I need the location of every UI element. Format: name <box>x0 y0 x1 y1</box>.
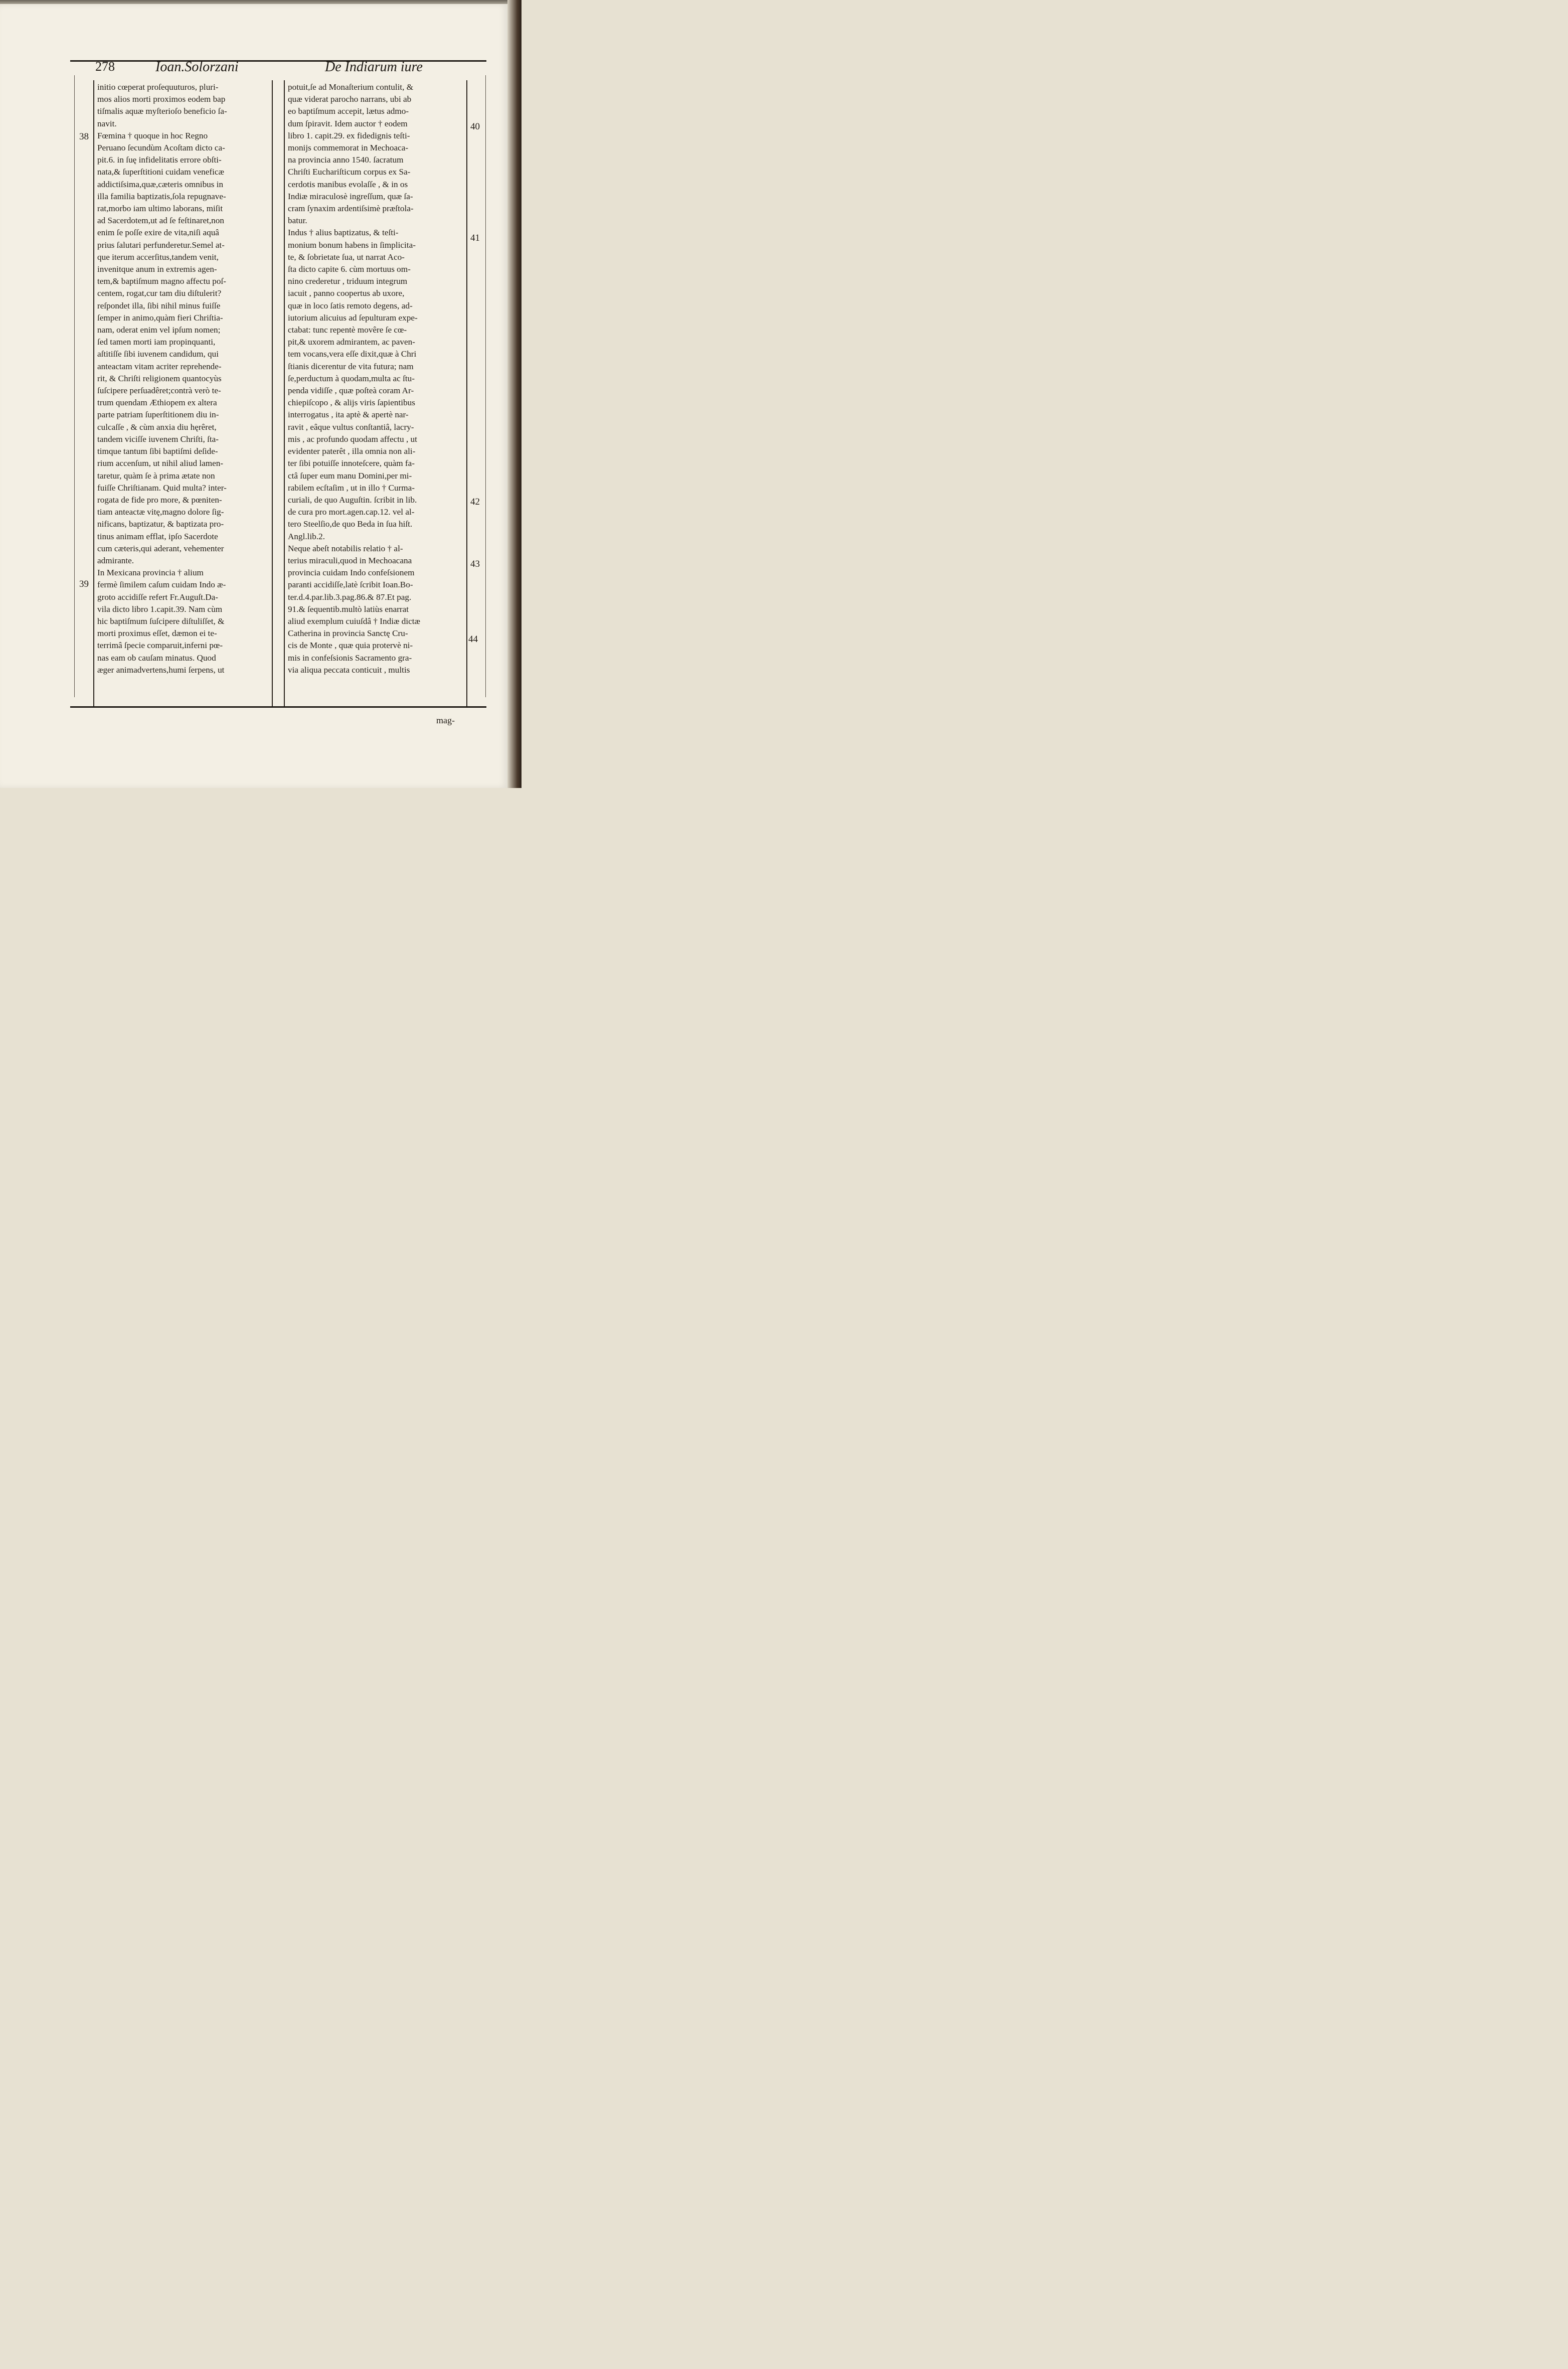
text-line: paranti accidiſſe,latè ſcribit Ioan.Bo- <box>288 580 413 590</box>
text-line: ſtianis dicerentur de vita futura; nam <box>288 361 414 371</box>
text-line: rium accenſum, ut nihil aliud lamen- <box>97 458 224 468</box>
text-line: pit.6. in ſuę infidelitatis errore obſti- <box>97 155 222 165</box>
text-line: rabilem ecſtaſim , ut in illo † Curma- <box>288 483 415 493</box>
text-line: terius miraculi,quod in Mechoacana <box>288 555 412 565</box>
text-line: terrimâ ſpecie comparuit,inferni pœ- <box>97 641 223 651</box>
text-line: rat,morbo iam ultimo laborans, miſit <box>97 204 223 214</box>
text-line: libro 1. capit.29. ex fidedignis teſti- <box>288 130 410 140</box>
text-line: tem vocans,vera eſſe dixit,quæ à Chri <box>288 349 417 359</box>
margin-number: 39 <box>79 579 89 589</box>
text-line: Peruano ſecundùm Acoſtam dicto ca- <box>97 143 225 153</box>
text-line: que iterum accerſitus,tandem venit, <box>97 252 219 262</box>
text-line: morti proximus eſſet, dæmon ei te- <box>97 628 217 639</box>
text-line: In Mexicana provincia † alium <box>97 568 204 578</box>
text-line: nificans, baptizatur, & baptizata pro- <box>97 519 224 529</box>
text-line: iacuit , panno coopertus ab uxore, <box>288 288 405 298</box>
text-line: aliud exemplum cuiuſdâ † Indiæ dictæ <box>288 616 420 626</box>
text-line: 91.& ſequentib.multò latiùs enarrat <box>288 604 409 614</box>
right-text-column <box>284 80 467 707</box>
text-line: Neque abeſt notabilis relatio † al- <box>288 543 403 553</box>
text-line: iutorium alicuius ad ſepulturam expe- <box>288 312 418 323</box>
margin-number: 43 <box>470 559 480 569</box>
outer-frame-left <box>74 75 75 697</box>
text-line: de cura pro mort.agen.cap.12. vel al- <box>288 507 415 517</box>
text-line: nino crederetur , triduum integrum <box>288 276 408 286</box>
margin-number: 40 <box>470 121 480 132</box>
text-line: fermè ſimilem caſum cuidam Indo æ- <box>97 580 226 590</box>
text-line: Angl.lib.2. <box>288 531 325 541</box>
text-line: ſuſcipere perſuadêret;contrà verò te- <box>97 386 221 396</box>
catchword: mag- <box>436 715 455 725</box>
text-line: enim ſe poſſe exire de vita,niſi aquâ <box>97 228 219 238</box>
text-line: Fœmina † quoque in hoc Regno <box>97 130 208 140</box>
text-line: cis de Monte , quæ quia protervè ni- <box>288 641 413 651</box>
text-line: Catherina in provincia Sanctę Cru- <box>288 628 408 639</box>
text-line: potuit,ſe ad Monaſterium contulit, & <box>288 82 414 92</box>
text-line: quæ in loco ſatis remoto degens, ad- <box>288 300 413 310</box>
text-line: trum quendam Æthiopem ex altera <box>97 398 217 408</box>
text-line: nas eam ob cauſam minatus. Quod <box>97 653 216 663</box>
text-line: vila dicto libro 1.capit.39. Nam cùm <box>97 604 223 614</box>
text-line: culcaſſe , & cùm anxia diu hęrêret, <box>97 422 217 432</box>
text-line: pit,& uxorem admirantem, ac paven- <box>288 337 415 347</box>
text-line: nam, oderat enim vel ipſum nomen; <box>97 325 221 335</box>
text-line: centem, rogat,cur tam diu diſtulerit? <box>97 288 222 298</box>
text-line: parte patriam ſuperſtitionem diu in- <box>97 410 219 420</box>
text-line: tandem viciſſe iuvenem Chriſti, ſta- <box>97 434 219 444</box>
text-line: aſtitiſſe ſibi iuvenem candidum, qui <box>97 349 219 359</box>
text-line: cram ſynaxim ardentiſsimè præſtola- <box>288 204 414 214</box>
page-number: 278 <box>95 59 115 74</box>
text-line: tinus animam efflat, ipſo Sacerdote <box>97 531 218 541</box>
text-line: timque tantum ſibi baptiſmi deſide- <box>97 446 218 456</box>
text-line: navit. <box>97 118 117 128</box>
text-line: via aliqua peccata conticuit , multis <box>288 665 410 675</box>
text-line: eo baptiſmum accepit, lætus admo- <box>288 106 409 116</box>
text-line: ſemper in animo,quàm fieri Chriſtia- <box>97 312 223 323</box>
text-line: æger animadvertens,humi ſerpens, ut <box>97 665 225 675</box>
text-line: curiali, de quo Auguſtin. ſcribit in lib. <box>288 495 417 505</box>
text-line: rogata de fide pro more, & pœniten- <box>97 495 222 505</box>
text-line: admirante. <box>97 555 134 565</box>
text-line: cerdotis manibus evolaſſe , & in os <box>288 179 408 189</box>
book-spine <box>507 0 521 788</box>
text-line: tiſmalis aquæ myſterioſo beneficio ſa- <box>97 106 227 116</box>
text-line: ter.d.4.par.lib.3.pag.86.& 87.Et pag. <box>288 592 412 602</box>
text-line: quæ viderat parocho narrans, ubi ab <box>288 94 412 104</box>
text-line: initio cœperat proſequuturos, pluri- <box>97 82 219 92</box>
left-text-column <box>93 80 273 707</box>
text-line: nata,& ſuperſtitioni cuidam veneficæ <box>97 167 224 177</box>
text-line: hic baptiſmum ſuſcipere diſtuliſſet, & <box>97 616 225 626</box>
footer-rule <box>70 706 486 708</box>
text-line: mis , ac profundo quodam affectu , ut <box>288 434 417 444</box>
text-line: mis in confeſsionis Sacramento gra- <box>288 653 412 663</box>
text-line: chiepiſcopo , & alijs viris ſapientibus <box>288 398 415 408</box>
text-line: monium bonum habens in ſimplicita- <box>288 240 416 250</box>
text-line: tem,& baptiſmum magno affectu poſ- <box>97 276 226 286</box>
text-line: na provincia anno 1540. ſacratum <box>288 155 404 165</box>
text-line: interrogatus , ita aptè & apertè nar- <box>288 410 409 420</box>
text-line: ad Sacerdotem,ut ad ſe feſtinaret,non <box>97 216 224 226</box>
text-line: mos alios morti proximos eodem bap <box>97 94 226 104</box>
text-line: groto accidiſſe refert Fr.Auguſt.Da- <box>97 592 219 602</box>
text-line: reſpondet illa, ſibi nihil minus fuiſſe <box>97 300 221 310</box>
text-line: cum cæteris,qui aderant, vehementer <box>97 543 224 553</box>
text-line: ſta dicto capite 6. cùm mortuus om- <box>288 264 411 274</box>
header-rule <box>70 60 486 62</box>
text-line: ctabat: tunc repentè movêre ſe cœ- <box>288 325 407 335</box>
margin-number: 44 <box>468 634 478 645</box>
running-head-title: De Indiarum iure <box>325 59 423 75</box>
text-line: tero Steelſio,de quo Beda in ſua hiſt. <box>288 519 413 529</box>
text-line: provincia cuidam Indo confeſsionem <box>288 568 415 578</box>
text-line: ſed tamen morti iam propinquanti, <box>97 337 216 347</box>
text-line: rit, & Chriſti religionem quantocyùs <box>97 373 222 383</box>
text-line: ctâ ſuper eum manu Domini,per mi- <box>288 470 412 481</box>
text-line: addictiſsima,quæ,cæteris omnibus in <box>97 179 224 189</box>
text-line: monijs commemorat in Mechoaca- <box>288 143 409 153</box>
margin-number: 41 <box>470 233 480 243</box>
text-line: invenitque anum in extremis agen- <box>97 264 217 274</box>
text-line: illa familia baptizatis,ſola repugnave- <box>97 191 226 201</box>
margin-number: 38 <box>79 131 89 142</box>
text-line: dum ſpiravit. Idem auctor † eodem <box>288 118 408 128</box>
text-line: te, & ſobrietate ſua, ut narrat Aco- <box>288 252 405 262</box>
text-line: ſe,perductum à quodam,multa ac ſtu- <box>288 373 415 383</box>
text-line: Chriſti Euchariſticum corpus ex Sa- <box>288 167 411 177</box>
text-line: ravit , eâque vultus conſtantiâ, lacry- <box>288 422 414 432</box>
margin-number: 42 <box>470 497 480 507</box>
text-line: batur. <box>288 216 307 226</box>
text-line: tiam anteactæ vitę,magno dolore ſig- <box>97 507 224 517</box>
text-line: anteactam vitam acriter reprehende- <box>97 361 222 371</box>
text-line: evidenter paterêt , illa omnia non ali- <box>288 446 416 456</box>
text-line: Indiæ miraculosè ingreſſum, quæ ſa- <box>288 191 413 201</box>
text-line: penda vidiſſe , quæ poſteà coram Ar- <box>288 386 414 396</box>
running-head-author: Ioan.Solorzani <box>155 59 239 75</box>
text-line: ter ſibi potuiſſe innoteſcere, quàm fa- <box>288 458 415 468</box>
text-line: fuiſſe Chriſtianam. Quid multa? inter- <box>97 483 227 493</box>
text-line: prius ſalutari perfunderetur.Semel at- <box>97 240 225 250</box>
text-line: Indus † alius baptizatus, & teſti- <box>288 228 399 238</box>
outer-frame-right <box>485 75 486 697</box>
text-line: taretur, quàm ſe à prima ætate non <box>97 470 215 481</box>
